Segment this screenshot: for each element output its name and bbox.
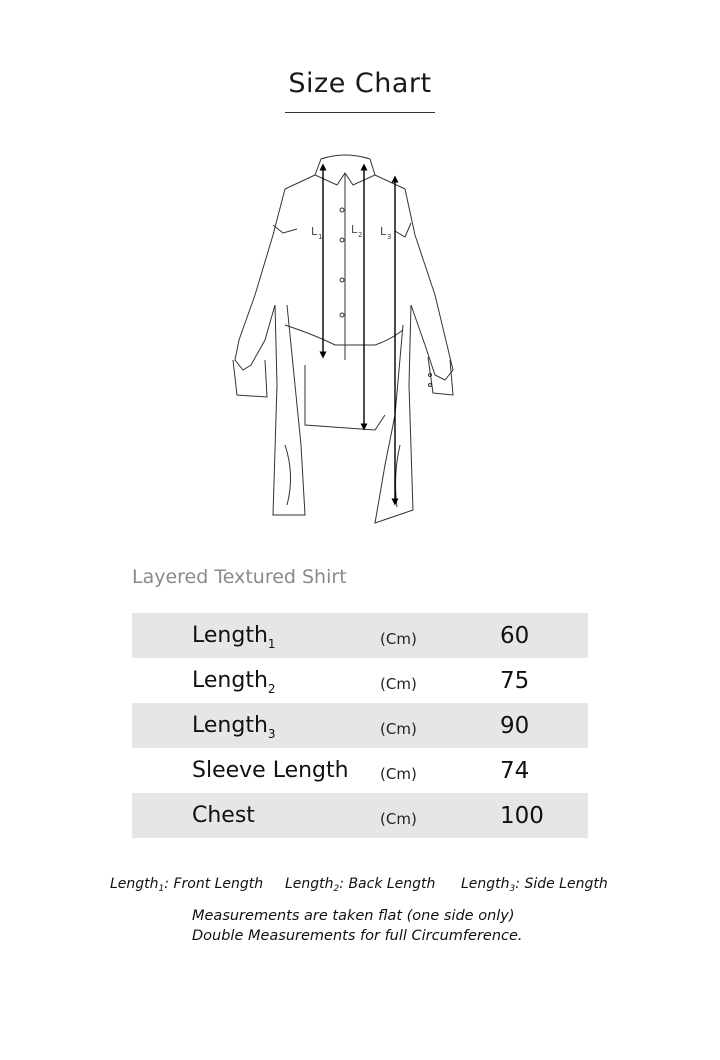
row-value: 90 <box>500 713 530 739</box>
legend-back-length: Length$_2$: Back Length <box>285 876 436 894</box>
row-unit: (Cm) <box>380 675 417 693</box>
row-label: Length$_3$ <box>192 713 276 741</box>
svg-text:2: 2 <box>358 231 363 239</box>
title-underline <box>285 112 435 113</box>
table-row <box>132 658 588 703</box>
row-unit: (Cm) <box>380 630 417 648</box>
row-value: 75 <box>500 668 530 694</box>
table-row <box>132 748 588 793</box>
circumference-note: Double Measurements for full Circumference. <box>192 928 523 944</box>
table-row <box>132 613 588 658</box>
page-title: Size Chart <box>288 68 432 99</box>
row-label: Length$_2$ <box>192 668 276 696</box>
legend-front-length: Length$_1$: Front Length <box>110 876 264 894</box>
length-3-label: L <box>380 225 387 238</box>
shirt-illustration <box>225 145 465 530</box>
row-label: Length$_1$ <box>192 623 276 651</box>
row-value: 60 <box>500 623 530 649</box>
length-2-label: L <box>351 223 358 236</box>
product-name: Layered Textured Shirt <box>132 566 347 588</box>
row-label: Sleeve Length <box>192 758 349 783</box>
row-value: 100 <box>500 803 544 829</box>
row-unit: (Cm) <box>380 765 417 783</box>
length-1-label: L <box>311 225 318 238</box>
measurement-note: Measurements are taken flat (one side only) <box>192 908 515 924</box>
svg-text:1: 1 <box>318 233 323 241</box>
table-row <box>132 793 588 838</box>
row-unit: (Cm) <box>380 720 417 738</box>
legend-side-length: Length$_3$: Side Length <box>461 876 608 894</box>
row-unit: (Cm) <box>380 810 417 828</box>
row-value: 74 <box>500 758 530 784</box>
table-row <box>132 703 588 748</box>
size-table <box>132 613 588 838</box>
row-label: Chest <box>192 803 255 828</box>
svg-text:3: 3 <box>387 233 392 241</box>
